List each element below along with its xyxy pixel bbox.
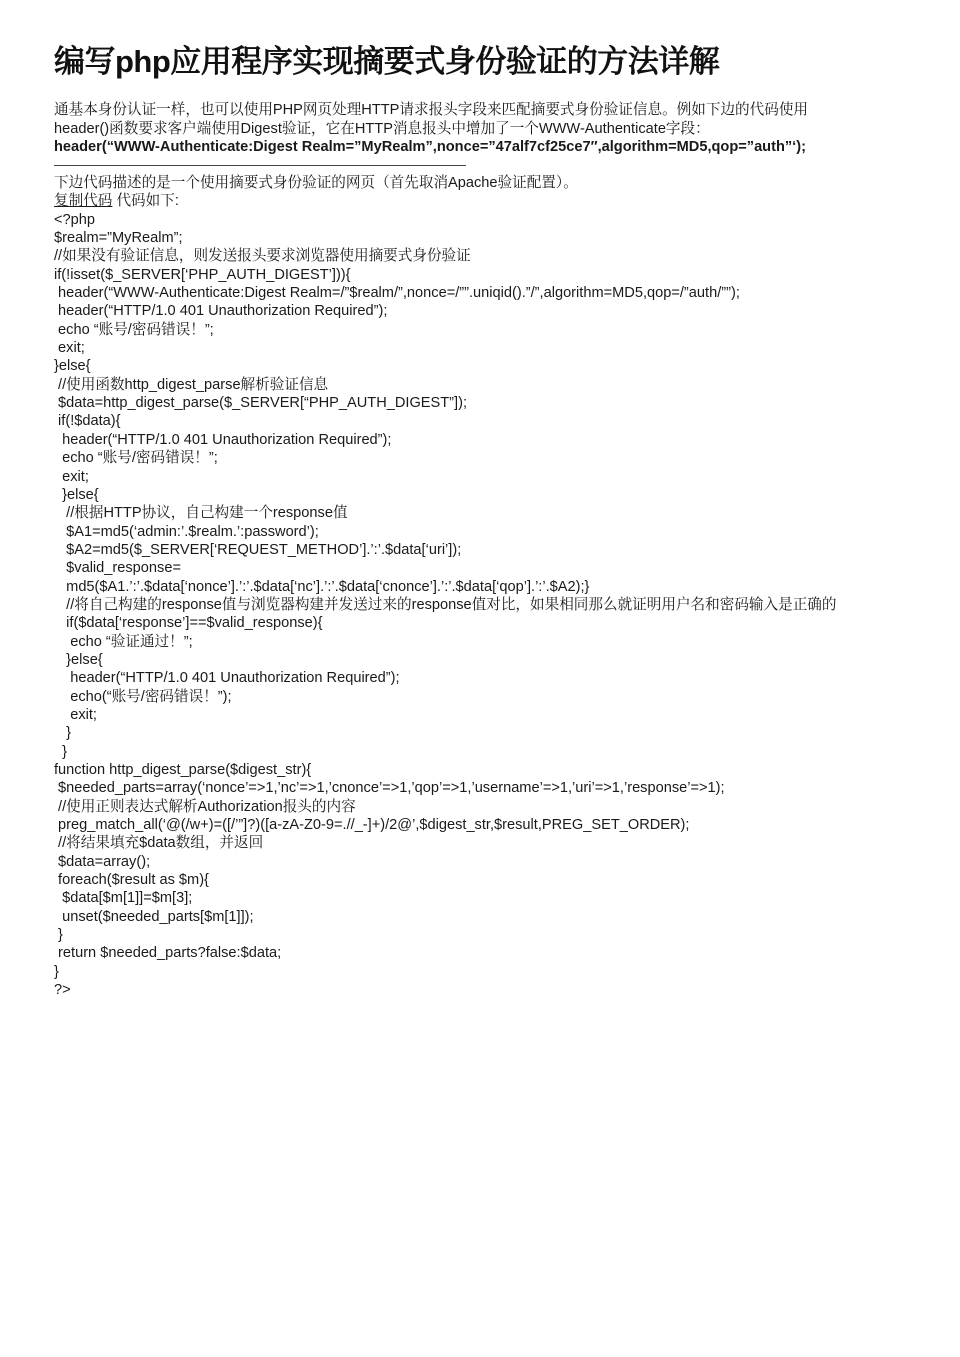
code-line: exit;	[54, 706, 97, 723]
intro-line: header()函数要求客户端使用Digest验证，它在HTTP消息报头中增加了一个WWW-Authenticate字段：	[54, 120, 710, 137]
code-line: ?>	[54, 982, 71, 999]
code-line: $realm=”MyRealm”;	[54, 230, 183, 247]
code-line: echo(“账号/密码错误！”);	[54, 688, 232, 705]
code-line: //将自己构建的response值与浏览器构建并发送过来的response值对比，如果相同那么就证明用户名和密码输入是正确的	[54, 596, 837, 613]
code-line: }else{	[54, 358, 91, 375]
code-header	[54, 192, 934, 210]
code-line: unset($needed_parts[$m[1]]);	[54, 908, 254, 925]
code-line: exit;	[54, 468, 89, 485]
code-line: md5($A1.’:’.$data[‘nonce’].’:’.$data[‘nc’].’:’.$data[‘cnonce’].’:’.$data[‘qop’].’:’.$A2);}	[54, 578, 590, 595]
code-line: }	[54, 725, 72, 742]
intro-paragraph	[54, 101, 934, 157]
code-line: $data=array();	[54, 853, 151, 870]
code-block	[54, 211, 934, 1000]
code-line: //根据HTTP协议，自己构建一个response值	[54, 505, 348, 522]
code-line: header(“HTTP/1.0 401 Unauthorization Required”);	[54, 431, 392, 448]
code-line: header(“HTTP/1.0 401 Unauthorization Required”);	[54, 303, 388, 320]
code-line: $needed_parts=array(‘nonce’=>1,’nc’=>1,’cnonce’=>1,’qop’=>1,’username’=>1,’uri’=>1,’response’=>1);	[54, 780, 725, 797]
code-line: return $needed_parts?false:$data;	[54, 945, 282, 962]
code-line: //如果没有验证信息，则发送报头要求浏览器使用摘要式身份验证	[54, 248, 471, 265]
code-line: echo “账号/密码错误！”;	[54, 321, 214, 338]
code-line: exit;	[54, 340, 85, 357]
code-line: }	[54, 743, 67, 760]
code-label: 代码如下:	[112, 193, 179, 210]
code-line: if(!$data){	[54, 413, 121, 430]
code-line: header(“WWW-Authenticate:Digest Realm=/”$realm/”,nonce=/””.uniqid().”/”,algorithm=MD5,qop=/”auth/””);	[54, 285, 740, 302]
intro-line: 通基本身份认证一样，也可以使用PHP网页处理HTTP请求报头字段来匹配摘要式身份验证信息。例如下边的代码使用	[54, 102, 809, 118]
code-line: }else{	[54, 651, 103, 668]
page-title: 编写php应用程序实现摘要式身份验证的方法详解	[54, 44, 720, 79]
code-line: <?php	[54, 211, 95, 228]
code-line: //使用函数http_digest_parse解析验证信息	[54, 376, 329, 393]
code-line: function http_digest_parse($digest_str){	[54, 762, 312, 778]
code-line: }	[54, 927, 63, 944]
code-line: $data[$m[1]]=$m[3];	[54, 890, 193, 907]
article-body	[54, 174, 934, 999]
code-line: //将结果填充$data数组，并返回	[54, 835, 264, 852]
code-line: $A1=md5(‘admin:’.$realm.’:password’);	[54, 523, 319, 540]
code-line: }else{	[54, 486, 99, 503]
code-line: header(“HTTP/1.0 401 Unauthorization Required”);	[54, 670, 400, 687]
code-line: if($data[‘response’]==$valid_response){	[54, 615, 323, 632]
copy-code-link[interactable]: 复制代码	[54, 193, 113, 210]
code-line: echo “验证通过！”;	[54, 633, 193, 650]
code-line: //使用正则表达式解析Authorization报头的内容	[54, 798, 356, 815]
divider	[54, 165, 466, 166]
code-line: }	[54, 963, 59, 980]
intro-header-example: header(“WWW-Authenticate:Digest Realm=”MyRealm”,nonce=”47alf7cf25ce7″,algorithm=MD5,qop=”auth”‘);	[54, 139, 806, 155]
code-line: preg_match_all(‘@(/w+)=([/’”]?)([a-zA-Z0-9=.//_-]+)/2@’,$digest_str,$result,PREG_SET_ORDER);	[54, 817, 690, 834]
code-line: if(!isset($_SERVER[‘PHP_AUTH_DIGEST’])){	[54, 266, 351, 283]
code-line: foreach($result as $m){	[54, 872, 209, 889]
code-line: echo “账号/密码错误！”;	[54, 450, 218, 467]
description-line: 下边代码描述的是一个使用摘要式身份验证的网页（首先取消Apache验证配置）。	[54, 175, 578, 191]
code-line: $A2=md5($_SERVER[‘REQUEST_METHOD’].’:’.$data[‘uri’]);	[54, 541, 462, 558]
code-line: $data=http_digest_parse($_SERVER[“PHP_AUTH_DIGEST”]);	[54, 395, 468, 412]
code-line: $valid_response=	[54, 560, 181, 577]
